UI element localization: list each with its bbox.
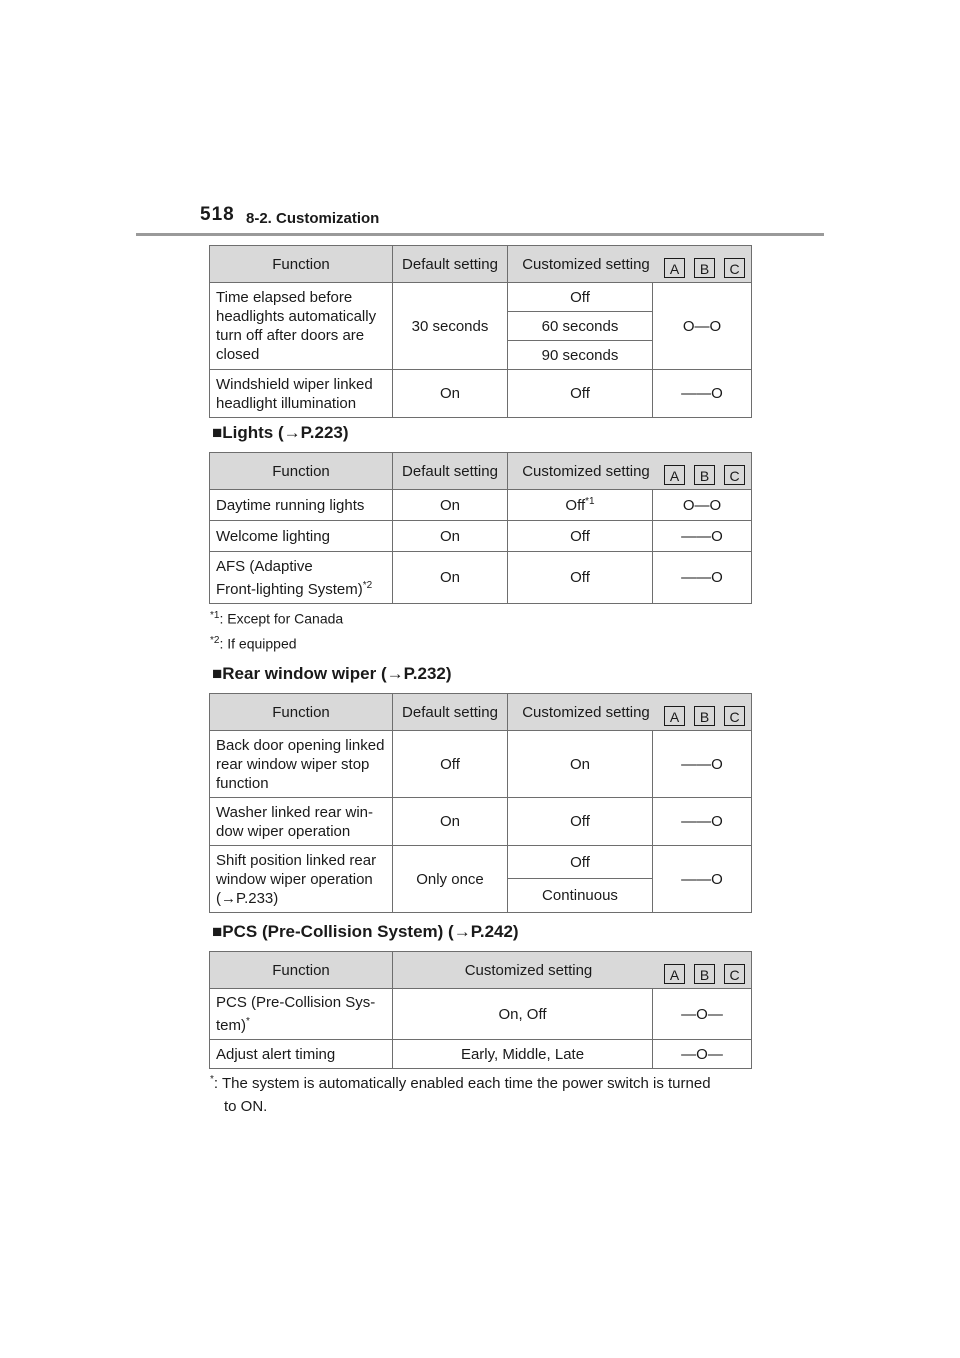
- table-row-function: Welcome lighting: [210, 521, 393, 552]
- label-c: C: [724, 964, 745, 984]
- table-row-marks: ——O: [653, 521, 752, 552]
- footnote-pcs-cont: to ON.: [224, 1098, 268, 1115]
- heading-pcs: ■PCS (Pre-Collision System) (→P.242): [212, 922, 519, 941]
- table-row-custom: Off: [508, 370, 653, 418]
- table-row-function: Daytime running lights: [210, 490, 393, 521]
- table-rear-wiper: [209, 693, 752, 913]
- header-rule: [136, 233, 824, 236]
- table-row-default: Off: [393, 731, 508, 798]
- label-b: B: [694, 258, 715, 278]
- table-row-marks: —O—: [653, 1040, 752, 1069]
- label-c: C: [724, 258, 745, 278]
- page-number: 518: [200, 204, 235, 225]
- table-row-function: AFS (Adaptive Front-lighting System)$^{*2}$: [210, 552, 393, 604]
- header-custom: Customized setting A B C: [508, 694, 752, 731]
- header-function: Function: [210, 453, 393, 490]
- label-c: C: [724, 465, 745, 485]
- label-a: A: [664, 465, 685, 485]
- table-row-marks: ——O: [653, 731, 752, 798]
- label-a: A: [664, 964, 685, 984]
- header-custom: Customized setting A B C: [393, 952, 752, 989]
- table-row-custom: On, Off: [393, 989, 653, 1040]
- table-row-default: On: [393, 798, 508, 846]
- header-function: Function: [210, 952, 393, 989]
- table-row-marks: O—O: [653, 283, 752, 370]
- table-row-function: Washer linked rear win-dow wiper operation: [210, 798, 393, 846]
- header-default: Default setting: [393, 453, 508, 490]
- footnote-2: $^{*2}$: If equipped: [210, 635, 297, 652]
- label-a: A: [664, 258, 685, 278]
- table-headlight-settings: [209, 245, 752, 418]
- label-a: A: [664, 706, 685, 726]
- table-pcs: [209, 951, 752, 1069]
- label-b: B: [694, 706, 715, 726]
- table-row-custom: Off: [508, 283, 653, 312]
- table-row-custom: Off: [508, 552, 653, 604]
- table-row-marks: —O—: [653, 989, 752, 1040]
- table-lights: [209, 452, 752, 604]
- header-default: Default setting: [393, 694, 508, 731]
- table-row-marks: ——O: [653, 370, 752, 418]
- header-default: Default setting: [393, 246, 508, 283]
- label-c: C: [724, 706, 745, 726]
- table-row-marks: O—O: [653, 490, 752, 521]
- table-row-custom: Off: [508, 798, 653, 846]
- table-row-marks: ——O: [653, 846, 752, 913]
- table-row-custom: Off$^{*1}$: [508, 490, 653, 521]
- header-function: Function: [210, 246, 393, 283]
- heading-rear-wiper: ■Rear window wiper (→P.232): [212, 664, 452, 683]
- table-row-function: Time elapsed before headlights automatically turn off after doors are closed: [210, 283, 393, 370]
- table-row-function: Back door opening linked rear window wiper stop function: [210, 731, 393, 798]
- header-custom: Customized setting A B C: [508, 453, 752, 490]
- header-custom: Customized setting A B C: [508, 246, 752, 283]
- table-row-custom: Off: [508, 521, 653, 552]
- footnote-pcs: *: The system is automatically enabled each time the power switch is turned: [210, 1074, 711, 1092]
- table-row-marks: ——O: [653, 798, 752, 846]
- table-row-default: Only once: [393, 846, 508, 913]
- table-row-custom: 60 seconds: [508, 312, 653, 341]
- table-row-default: On: [393, 490, 508, 521]
- table-row-function: Windshield wiper linked headlight illumination: [210, 370, 393, 418]
- heading-lights: ■Lights (→P.223): [212, 423, 349, 442]
- table-row-default: On: [393, 552, 508, 604]
- table-row-function: Shift position linked rear window wiper operation (→P.233): [210, 846, 393, 913]
- table-row-custom: On: [508, 731, 653, 798]
- table-row-function: Adjust alert timing: [210, 1040, 393, 1069]
- footnote-1: $^{*1}$: Except for Canada: [210, 610, 344, 627]
- section-title: 8-2. Customization: [246, 210, 380, 227]
- table-row-function: PCS (Pre-Collision Sys- tem)*: [210, 989, 393, 1040]
- header-function: Function: [210, 694, 393, 731]
- label-b: B: [694, 465, 715, 485]
- table-row-custom: Continuous: [508, 879, 653, 913]
- table-row-default: 30 seconds: [393, 283, 508, 370]
- table-row-custom: 90 seconds: [508, 341, 653, 370]
- table-row-default: On: [393, 370, 508, 418]
- table-row-default: On: [393, 521, 508, 552]
- label-b: B: [694, 964, 715, 984]
- table-row-marks: ——O: [653, 552, 752, 604]
- table-row-custom: Off: [508, 846, 653, 879]
- table-row-custom: Early, Middle, Late: [393, 1040, 653, 1069]
